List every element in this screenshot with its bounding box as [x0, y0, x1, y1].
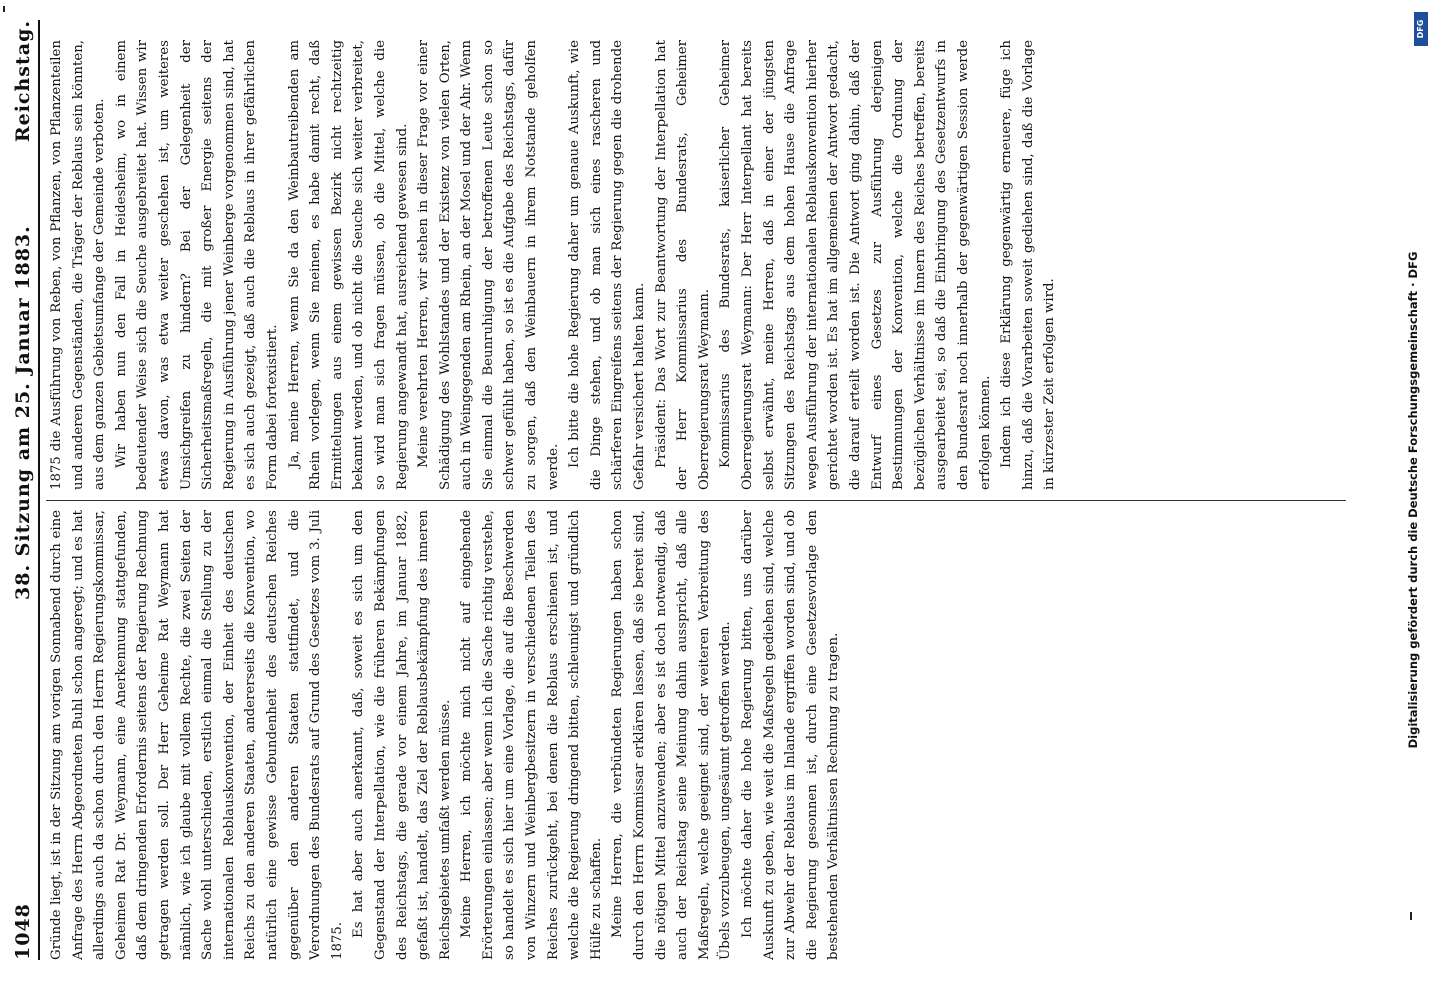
commissioner-speech: Kommissarius des Bundesrats, kaiserlicher Geheimer Oberregierungsrat Weymann: Der Herr Interpellant hat bereits selbst erwähnt, meine Herren, daß in einer der jüngsten Sitzungen des Reichstags aus dem hohen Hause die Anfrage wegen Ausführung der internationalen Reblauskonvention hierher gerichtet worden ist. Es hat im allgemeinen der Antwort gedacht, die darauf erteilt worden ist. Die Antwort ging dahin, daß der Entwurf eines Gesetzes zur Ausführung derjenigen Bestimmungen der Konvention, welche die Ordnung der bezüglichen Verhältnisse im Innern des Reiches betreffen, bereits ausgearbeitet sei, so daß die Einbringung des Gesetzentwurfs in den Bundesrat noch innerhalb der gegenwärtigen Session werde erfolgen können. — [718, 40, 993, 490]
credit-text: Digitalisierung gefördert durch die Deutsche Forschungsgemeinschaft · DFG — [1406, 251, 1420, 749]
paragraph: Indem ich diese Erklärung gegenwärtig erneuere, füge ich hinzu, daß die Vorarbeiten soweit gediehen sind, daß die Vorlage in kürzester Zeit erfolgen wird. — [999, 40, 1058, 490]
dfg-logo-label: DFG — [1416, 19, 1425, 39]
chamber-name: Reichstag. — [12, 20, 34, 143]
paragraph: Ja, meine Herren, wenn Sie da den Weinbautreibenden am Rhein vorlegen, wenn Sie meinen, es habe damit recht, daß Ermittelungen aus einem gewissen Bezirk nicht rechtzeitig bekannt werden, und ob nicht die Seuche sich weiter verbreitet, so wird man sich fragen müssen, ob die Mittel, welche die Regierung angewandt hat, ausreichend gewesen sind. — [286, 40, 410, 490]
paragraph: Meine Herren, ich möchte mich nicht auf eingehende Erörterungen einlassen; aber wenn ich die Sache richtig verstehe, so handelt es sich hier um eine Vorlage, die auf die Beschwerden von Winzern und Weinbergbesitzern in verschiedenen Teilen des Reiches zurückgeht, bei denen die Reblaus erschienen ist, und welche die Regierung dringend bitten, schleunigst und gründlich Hülfe zu schaffen. — [459, 510, 604, 960]
page-number: 1048 — [12, 903, 34, 960]
paragraph: Es hat aber auch anerkannt, daß, soweit es sich um den Gegenstand der Interpellation, wie die früheren Bekämpfungen des Reichstags, die gerade vor einem Jahre, im Januar 1882, gefaßt ist, handelt, das Ziel der Reblausbekämpfung des inneren Reichsgebietes umfaßt werden müsse. — [351, 510, 453, 960]
digitization-credit — [1400, 0, 1432, 1000]
running-head — [8, 20, 40, 960]
paragraph: Meine Herren, die verbündeten Regierungen haben schon durch den Herrn Kommissar erklären lassen, daß sie bereit sind, die nötigen Mittel anzuwenden; aber es ist doch notwendig, daß auch der Reichstag seine Meinung dahin ausspricht, daß alle Maßregeln, welche geeignet sind, der weiteren Verbreitung des Übels vorzubeugen, ungesäumt getroffen werden. — [610, 510, 734, 960]
column-divider — [46, 500, 1346, 501]
dfg-logo-icon — [1414, 12, 1428, 46]
paragraph: Meine verehrten Herren, wir stehen in dieser Frage vor einer Schädigung des Wohlstandes und der Existenz von vielen Orten, auch in Weingegenden am Rhein, an der Mosel und der Ahr. Wenn Sie einmal die Beunruhigung der betroffenen Leute schon so schwer gefühlt haben, so ist es die Aufgabe des Reichstags, dafür zu sorgen, daß den Weinbauern in ihrem Notstande geholfen werde. — [416, 40, 561, 490]
session-title: 38. Sitzung am 25. Januar 1883. — [12, 225, 34, 600]
paragraph: Ich möchte daher die hohe Regierung bitten, uns darüber Auskunft zu geben, wie weit die Maßregeln gediehen sind, welche zur Abwehr der Reblaus im Inlande ergriffen worden sind, und ob die Regierung gesonnen ist, durch eine Gesetzesvorlage den bestehenden Verhältnissen Rechnung zu tragen. — [740, 510, 842, 960]
paragraph: Gründe liegt, ist in der Sitzung am vorigen Sonnabend durch eine Anfrage des Herrn Abgeordneten Buhl schon angeregt; und es hat allerdings auch da schon durch den Herrn Regierungskommissar, Geheimen Rat Dr. Weymann, eine Anerkennung stattgefunden, daß dem dringenden Erfordernis seitens der Regierung Rechnung getragen werden soll. Der Herr Geheime Rat Weymann hat nämlich, wie ich glaube mit vollem Rechte, die zwei Seiten der Sache wohl unterschieden, erstlich einmal die Stellung zu der internationalen Reblauskonvention, der Einheit des deutschen Reichs zu den anderen Staaten, andererseits die Konvention, wo natürlich eine gewisse Gebundenheit des deutschen Reiches gegenüber den anderen Staaten stattfindet, und die Verordnungen des Bundesrats auf Grund des Gesetzes vom 3. Juli 1875. — [49, 510, 345, 960]
scan-edge-mark — [3, 6, 5, 12]
paragraph: 1875 die Ausführung von Reben, von Pflanzen, von Pflanzenteilen und anderen Gegenständen, die Träger der Reblaus sein könnten, aus dem ganzen Gebietsumfange der Gemeinde verboten. — [49, 40, 108, 490]
left-column — [46, 510, 1346, 960]
paragraph: Ich bitte die hohe Regierung daher um genaue Auskunft, wie die Dinge stehen, und ob man sich eines rascheren und schärferen Eingreifens seitens der Regierung gegen die drohende Gefahr versichert halten kann. — [567, 40, 648, 490]
president-speech: Präsident: Das Wort zur Beantwortung der Interpellation hat der Herr Kommissarius des Bundesrats, Geheimer Oberregierungsrat Weymann. — [653, 40, 712, 490]
paragraph: Wir haben nun den Fall in Heidesheim, wo in einem bedeutender Weise sich die Seuche ausgebreitet hat. Wissen wir etwas davon, was etwa weiter geschehen ist, um weiteres Umsichgreifen zu hindern? Bei der Gelegenheit der Sicherheitsmaßregeln, die mit großer Energie seitens der Regierung in Ausführung jener Weinberge vorgenommen sind, hat es sich auch gezeigt, daß auch die Reblaus in ihrer gefährlichen Form dabei fortexistiert. — [113, 40, 280, 490]
right-column — [46, 40, 1346, 490]
